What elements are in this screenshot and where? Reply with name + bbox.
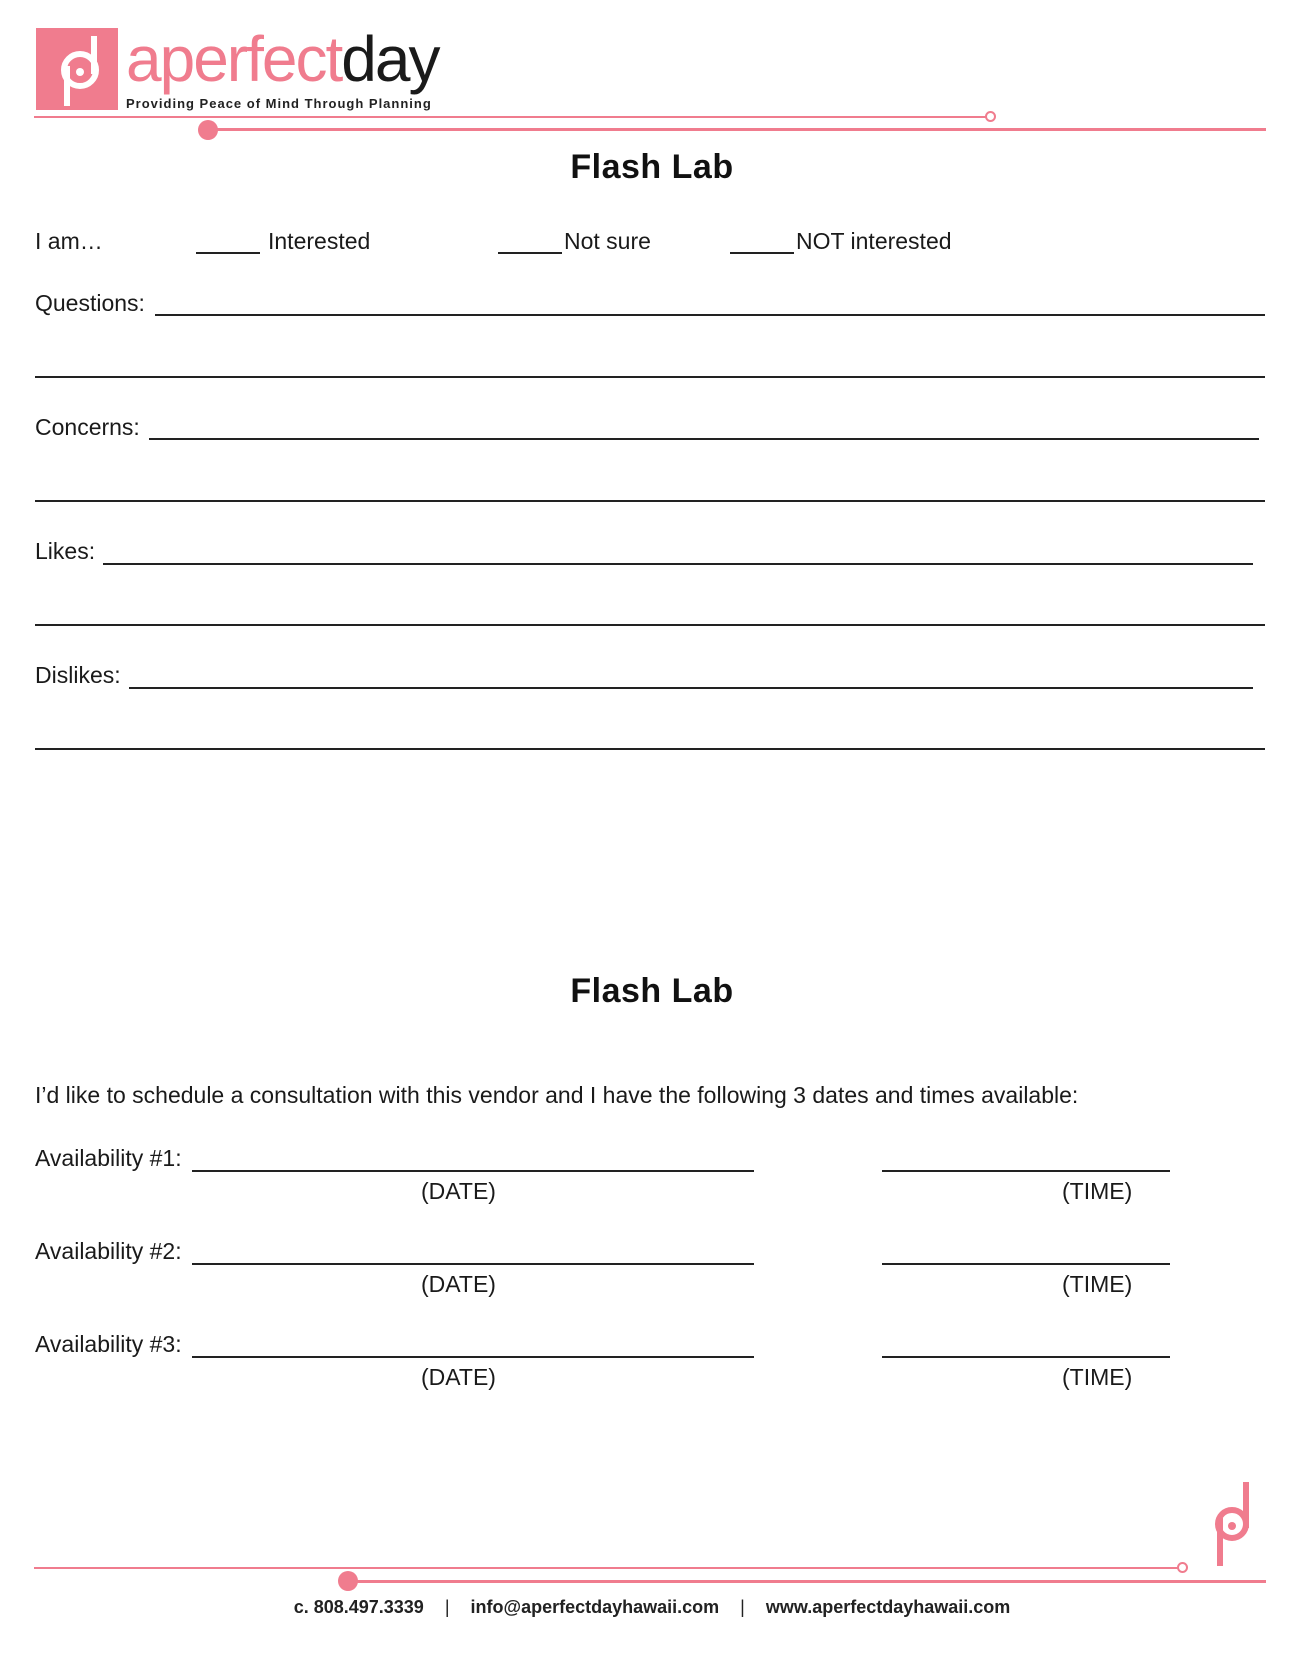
footer-divider-end-ring bbox=[1177, 1562, 1188, 1573]
questions-line-2[interactable] bbox=[35, 376, 1265, 378]
concerns-line-1[interactable] bbox=[149, 438, 1259, 440]
questions-line-1[interactable] bbox=[155, 314, 1265, 316]
i-am-label: I am… bbox=[35, 228, 103, 254]
availability-3-label: Availability #3: bbox=[35, 1331, 182, 1357]
not-sure-blank[interactable] bbox=[498, 252, 562, 254]
brand-name bbox=[126, 22, 438, 96]
dislikes-line-1[interactable] bbox=[129, 687, 1253, 689]
footer-divider-dot bbox=[338, 1571, 358, 1591]
header-divider-thin bbox=[34, 116, 988, 118]
header-divider-dot bbox=[198, 120, 218, 140]
availability-1-time-line[interactable] bbox=[882, 1170, 1170, 1172]
option-not-sure: Not sure bbox=[564, 228, 651, 254]
footer-divider-thick bbox=[350, 1580, 1266, 1583]
header-divider-thick bbox=[206, 128, 1266, 131]
footer-separator-1: | bbox=[444, 1597, 450, 1617]
dislikes-line-2[interactable] bbox=[35, 748, 1265, 750]
likes-line-2[interactable] bbox=[35, 624, 1265, 626]
concerns-line-2[interactable] bbox=[35, 500, 1265, 502]
option-interested: Interested bbox=[268, 228, 371, 254]
availability-1-time-caption: (TIME) bbox=[1062, 1178, 1133, 1204]
brand-tagline: Providing Peace of Mind Through Planning bbox=[126, 96, 432, 111]
logo-mark-icon bbox=[36, 28, 118, 110]
footer-email-link[interactable]: info@aperfectdayhawaii.com bbox=[470, 1597, 720, 1617]
availability-2-date-caption: (DATE) bbox=[421, 1271, 496, 1297]
footer-separator-2: | bbox=[740, 1597, 745, 1617]
likes-line-1[interactable] bbox=[103, 563, 1253, 565]
brand-name-part3: day bbox=[341, 23, 439, 95]
interested-blank[interactable] bbox=[196, 252, 260, 254]
brand-name-part1: ap bbox=[126, 23, 194, 95]
not-interested-blank[interactable] bbox=[730, 252, 794, 254]
availability-3-time-caption: (TIME) bbox=[1062, 1364, 1133, 1390]
footer-phone: c. 808.497.3339 bbox=[293, 1597, 424, 1617]
footer-divider-thin bbox=[34, 1567, 1180, 1569]
footer-logo-mark-icon bbox=[1208, 1478, 1258, 1568]
availability-2-time-line[interactable] bbox=[882, 1263, 1170, 1265]
availability-1-date-line[interactable] bbox=[192, 1170, 754, 1172]
section1-title: Flash Lab bbox=[570, 148, 734, 186]
section2-title: Flash Lab bbox=[570, 972, 734, 1010]
availability-2-time-caption: (TIME) bbox=[1062, 1271, 1133, 1297]
availability-1-label: Availability #1: bbox=[35, 1145, 182, 1171]
footer-website-link[interactable]: www.aperfectdayhawaii.com bbox=[765, 1597, 1011, 1617]
availability-3-date-caption: (DATE) bbox=[421, 1364, 496, 1390]
footer-contact bbox=[0, 1597, 1304, 1618]
availability-3-time-line[interactable] bbox=[882, 1356, 1170, 1358]
questions-label: Questions: bbox=[35, 290, 145, 316]
option-not-interested: NOT interested bbox=[796, 228, 952, 254]
schedule-intro: I’d like to schedule a consultation with this vendor and I have the following 3 dates and times available: bbox=[35, 1082, 1079, 1108]
availability-3-date-line[interactable] bbox=[192, 1356, 754, 1358]
brand-name-part2: erfect bbox=[193, 23, 342, 95]
likes-label: Likes: bbox=[35, 538, 96, 564]
header-divider-end-ring bbox=[985, 111, 996, 122]
dislikes-label: Dislikes: bbox=[35, 662, 121, 688]
availability-2-label: Availability #2: bbox=[35, 1238, 182, 1264]
concerns-label: Concerns: bbox=[35, 414, 140, 440]
availability-1-date-caption: (DATE) bbox=[421, 1178, 496, 1204]
availability-2-date-line[interactable] bbox=[192, 1263, 754, 1265]
